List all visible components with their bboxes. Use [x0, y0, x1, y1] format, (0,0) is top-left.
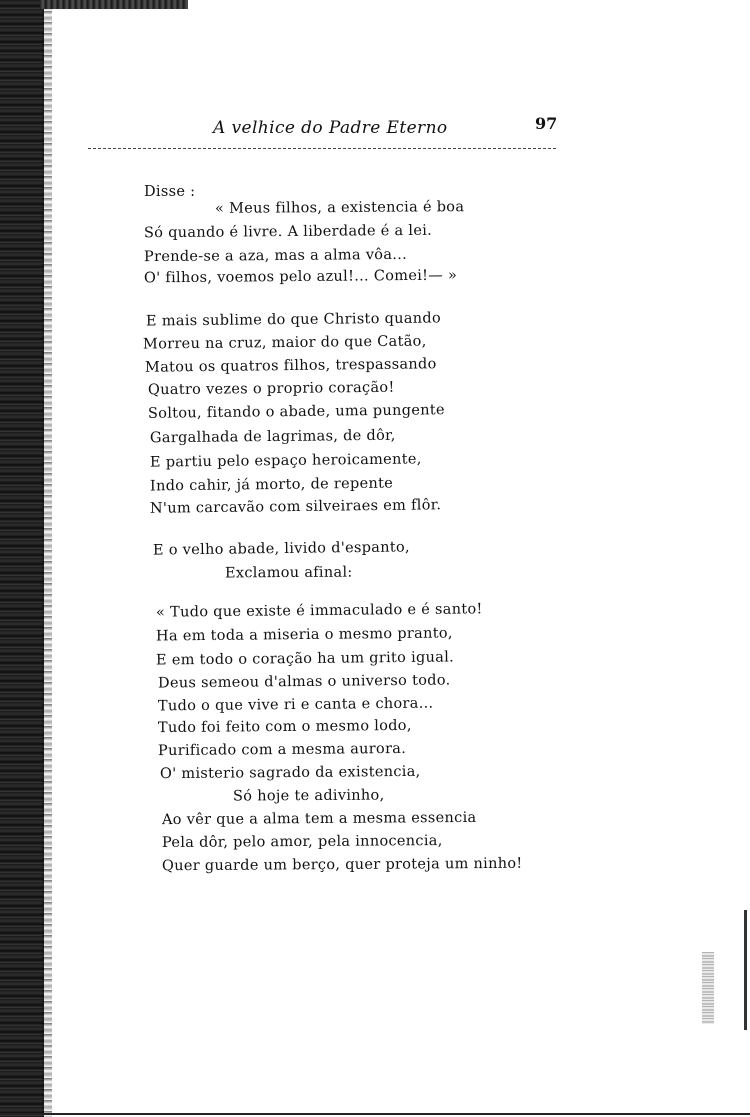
poem-line: O' misterio sagrado da existencia, [159, 763, 421, 783]
poem-line: Morreu na cruz, maior do que Catão, [142, 333, 427, 353]
poem-line: O' filhos, voemos pelo azul!... Comei!— » [143, 267, 458, 287]
poem-line: Quatro vezes o proprio coração! [147, 379, 395, 399]
poem-line: Ha em toda a miseria o mesmo pranto, [155, 625, 453, 645]
poem-line: Soltou, fitando o abade, uma pungente [147, 402, 445, 422]
poem-line: E mais sublime do que Christo quando [145, 310, 442, 330]
poem-line: Matou os quatros filhos, trespassando [144, 356, 437, 376]
poem-line: Tudo o que vive ri e canta e chora... [157, 695, 434, 715]
poem-line: Deus semeou d'almas o universo todo. [157, 672, 451, 692]
running-header: A velhice do Padre Eterno [213, 118, 448, 138]
poem-line: E em todo o coração ha um grito igual. [155, 649, 455, 669]
scan-bottom-edge [0, 1113, 750, 1115]
header-rule [88, 148, 556, 149]
poem-line: Prende-se a aza, mas a alma vôa... [143, 246, 408, 266]
poem-line: E o velho abade, livido d'espanto, [152, 539, 411, 559]
poem-line: Disse : [144, 184, 196, 200]
poem-line: Tudo foi feito com o mesmo lodo, [157, 717, 412, 737]
poem-line: « Tudo que existe é immaculado e é santo! [155, 601, 483, 621]
poem-line: Exclamou afinal: [224, 564, 353, 582]
poem-line: Ao vêr que a alma tem a mesma essencia [161, 809, 477, 829]
scan-top-mark [40, 0, 188, 9]
poem-line: Indo cahir, já morto, de repente [149, 475, 394, 495]
scan-right-speck [702, 952, 714, 1024]
poem-line: Só quando é livre. A liberdade é a lei. [143, 222, 433, 242]
poem-line: N'um carcavão com silveiraes em flôr. [149, 497, 442, 517]
scan-right-mark [744, 910, 747, 1030]
poem-line: Só hoje te adivinho, [232, 787, 385, 805]
scan-binding-edge [0, 0, 44, 1117]
poem-line: Gargalhada de lagrimas, de dôr, [149, 427, 396, 447]
poem-line: Quer guarde um berço, quer proteja um ninho! [161, 855, 523, 875]
poem-line: Pela dôr, pelo amor, pela innocencia, [161, 833, 443, 851]
poem-line: Purificado com a mesma aurora. [157, 740, 407, 760]
page-number: 97 [535, 114, 558, 133]
poem-line: E partiu pelo espaço heroicamente, [149, 451, 422, 471]
poem-line: « Meus filhos, a existencia é boa [214, 199, 465, 217]
